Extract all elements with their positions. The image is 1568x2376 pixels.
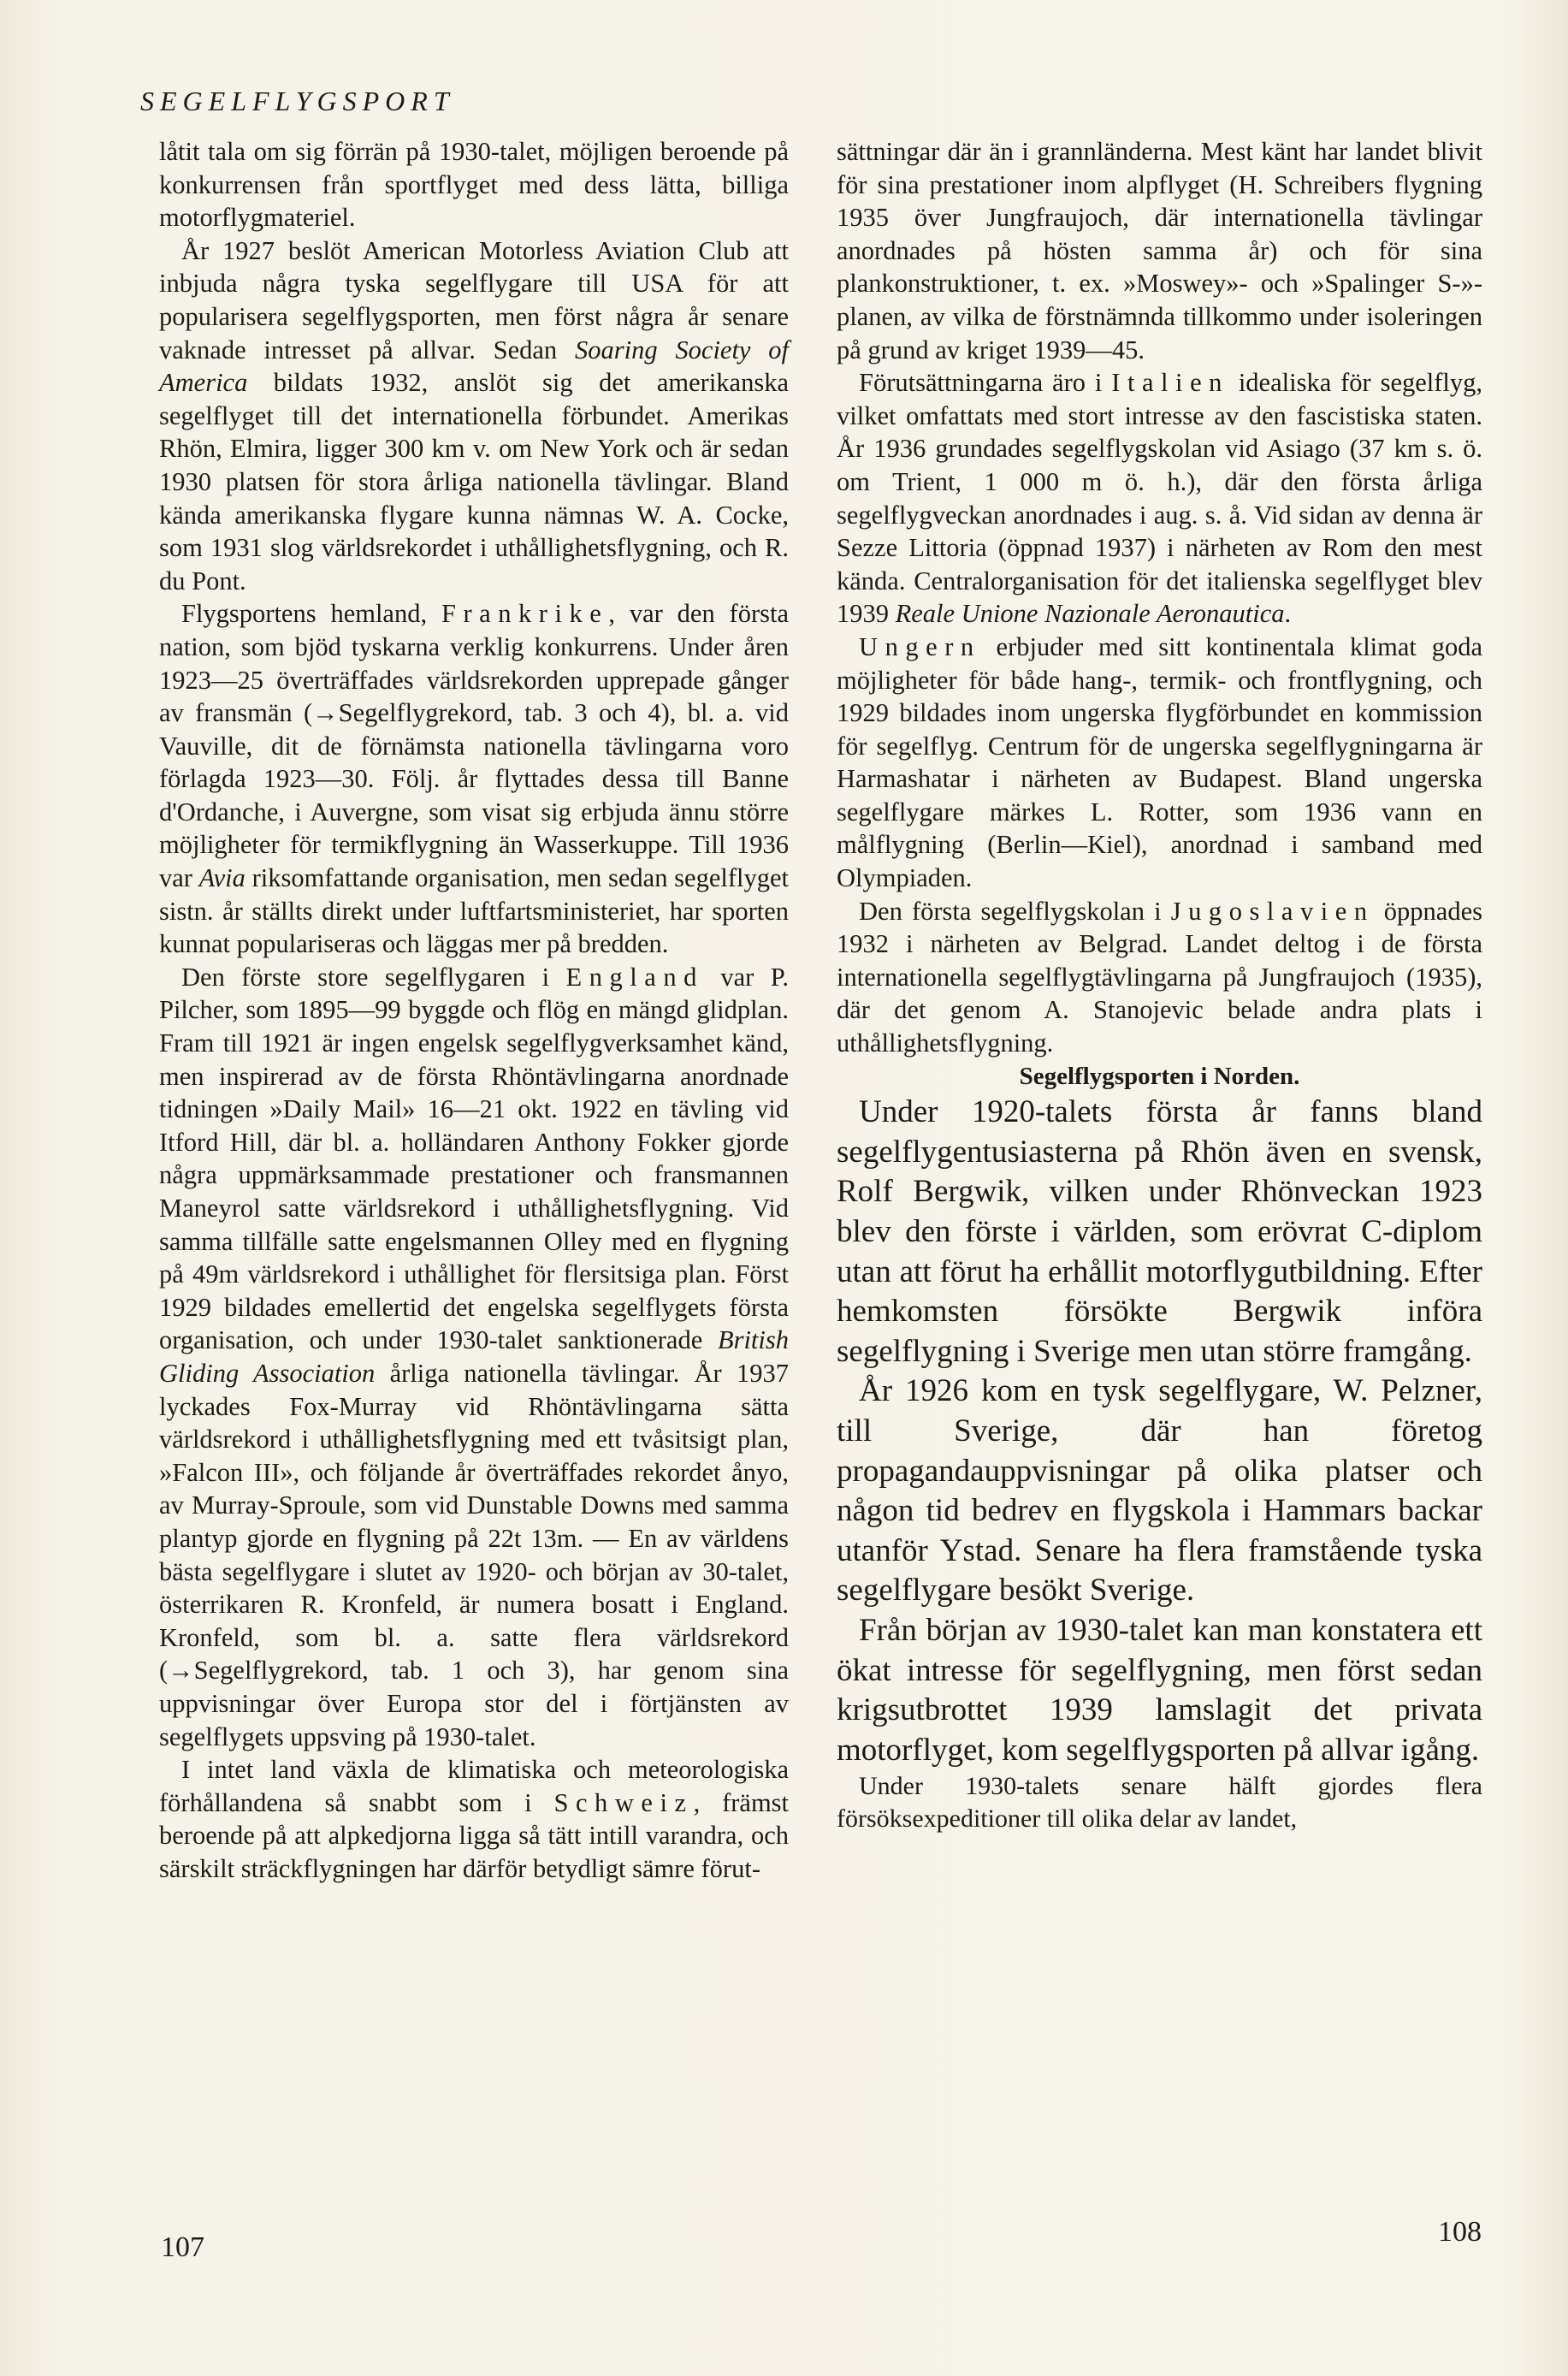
cross-reference-arrow-icon: → (312, 698, 339, 728)
paragraph: Under 1930-talets senare hälft gjordes flera försöksexpeditioner till olika delar av landet, (837, 1772, 1482, 1834)
paragraph: Den förste store segelflygaren i England var P. Pilcher, som 1895—99 byggde och flög en mängd glidplan. Fram till 1921 är ingen engelsk segelflygverksamhet känd, men inspirerad av de första Rhöntävlingarna anordnade tidningen »Daily Mail» 16—21 okt. 1922 en tävling vid Itford Hill, där bl. a. holländaren Anthony Fokker gjorde några uppmärksammade prestationer och fransmannen Maneyrol satte världsrekord i uthållighetsflygning. Vid samma tillfälle satte engelsmannen Olley med en flygning på 49m världsrekord i uthållighet för flersitsiga plan. Först 1929 bildades emellertid det engelska segelflygets första organisation, och under 1930-talet sanktionerade British Gliding Association årliga nationella tävlingar. År 1937 lyckades Fox-Murray vid Rhöntävlingarna sätta världsrekord i uthållighetsflygning med ett tvåsitsigt plan, »Falcon III», och följande år överträffades rekordet ånyo, av Murray-Sproule, som vid Dunstable Downs med samma plantyp gjorde en flygning på 22t 13m. — En av världens bästa segelflygare i slutet av 1920- och början av 30-talet, österrikaren R. Kronfeld, är numera bosatt i England. Kronfeld, som bl. a. satte flera världsrekord (→Segelflygrekord, tab. 1 och 3), har genom sina uppvisningar över Europa stor del i förtjänsten av segelflygets uppsving på 1930-talet. (159, 962, 789, 1751)
paragraph: Flygsportens hemland, Frankrike, var den första nation, som bjöd tyskarna verklig konkurrens. Under åren 1923—25 överträffades världsrekorden upprepade gånger av fransmän (→Segelflygrekord, tab. 3 och 4), bl. a. vid Vauville, dit de förnämsta nationella tävlingarna voro förlagda 1923—30. Följ. år flyttades dessa till Banne d'Ordanche, i Auvergne, som visat sig erbjuda ännu större möjligheter för termikflygning än Wasserkuppe. Till 1936 var Avia riksomfattande organisation, men sedan segelflyget sistn. år ställts direkt under luftfartsministeriet, har sporten kunnat populariseras och läggas mer på bredden. (159, 599, 789, 959)
paragraph: År 1927 beslöt American Motorless Aviation Club att inbjuda några tyska segelflygare till USA för att popularisera segelflygsporten, men först några år senare vaknade intresset på allvar. Sedan Soaring Society of America bildats 1932, anslöt sig det amerikanska segelflyget till det internationella förbundet. Amerikas Rhön, Elmira, ligger 300 km v. om New York och är sedan 1930 platsen för stora årliga nationella tävlingar. Bland kända amerikanska flygare kunna nämnas W. A. Cocke, som 1931 slog världsrekordet i uthållighetsflygning, och R. du Pont. (159, 235, 789, 595)
paragraph: Från början av 1930-talet kan man konstatera ett ökat intresse för segelflygning, men först sedan krigsutbrottet 1939 lamslagit det privata motorflyget, kom segelflygsporten på allvar igång. (837, 1612, 1482, 1768)
running-head: SEGELFLYGSPORT (140, 86, 455, 116)
large-print-section (837, 1093, 1482, 1770)
spaced-country-name: England (565, 962, 704, 992)
right-column (837, 135, 1482, 1835)
spaced-country-name: Ungern (859, 631, 981, 661)
paragraph: sättningar där än i grannländerna. Mest känt har landet blivit för sina prestationer inom alpflyget (H. Schreibers flygning 1935 över Jungfraujoch, där internationella tävlingar anordnades på hösten samma år) och för sina plankonstruktioner, t. ex. »Moswey»- och »Spalinger S-»-planen, av vilka de förstnämnda tillkommo under isoleringen på grund av kriget 1939—45. (837, 137, 1482, 364)
section-heading: Segelflygsporten i Norden. (1019, 1062, 1300, 1090)
paragraph: Den första segelflygskolan i Jugoslavien öppnades 1932 i närheten av Belgrad. Landet deltog i de första internationella segelflygtävlingarna på Jungfraujoch (1935), där det genom A. Stanojevic belade andra plats i uthållighetsflygning. (837, 896, 1482, 1058)
paragraph: Ungern erbjuder med sitt kontinentala klimat goda möjligheter för både hang-, termik- och frontflygning, och 1929 bildades inom ungerska flygförbundet en kommission för segelflyg. Centrum för de ungerska segelflygningarna är Harmashatar i närheten av Budapest. Bland ungerska segelflygare märkes L. Rotter, som 1936 vann en målflygning (Berlin—Kiel), anordnad i samband med Olympiaden. (837, 631, 1482, 893)
spaced-country-name: Jugoslavien (1170, 896, 1375, 926)
paragraph: År 1926 kom en tysk segelflygare, W. Pelzner, till Sverige, där han företog propagandauppvisningar på olika platser och någon tid bedrev en flygskola i Hammars backar utanför Ystad. Senare ha flera framstående tyska segelflygare besökt Sverige. (837, 1373, 1482, 1609)
paragraph: I intet land växla de klimatiska och meteorologiska förhållandena så snabbt som i Schweiz, främst beroende på att alpkedjorna ligga så tätt intill varandra, och särskilt sträckflygningen har därför betydligt sämre förut- (159, 1755, 790, 1883)
spaced-country-name: Schweiz (553, 1787, 694, 1817)
page-number-left: 107 (161, 2231, 204, 2263)
spaced-country-name: Italien (1111, 368, 1229, 398)
paragraph: Förutsättningarna äro i Italien idealiska för segelflyg, vilket omfattats med stort intresse av den fascistiska staten. År 1936 grundades segelflygskolan vid Asiago (37 km s. ö. om Trient, 1 000 m ö. h.), där den första årliga segelflygveckan anordnades i aug. s. å. Vid sidan av denna är Sezze Littoria (öppnad 1937) i närheten av Rom den mest kända. Centralorganisation för det italienska segelflyget blev 1939 Reale Unione Nazionale Aeronautica. (837, 368, 1482, 629)
paragraph: Under 1920-talets första år fanns bland segelflygentusiasterna på Rhön även en svensk, Rolf Bergwik, vilken under Rhönveckan 1923 blev den förste i världen, som erövrat C-diplom utan att förut ha erhållit motorflygutbildning. Efter hemkomsten försökte Bergwik införa segelflygning i Sverige men utan större framgång. (837, 1094, 1482, 1369)
paragraph: låtit tala om sig förrän på 1930-talet, möjligen beroende på konkurrensen från sportflyget med dess lätta, billiga motorflygmateriel. (159, 137, 789, 233)
page-number-right: 108 (1438, 2216, 1482, 2248)
left-column (159, 135, 789, 1885)
cross-reference-arrow-icon: → (168, 1656, 194, 1686)
spaced-country-name: Frankrike (441, 599, 609, 629)
